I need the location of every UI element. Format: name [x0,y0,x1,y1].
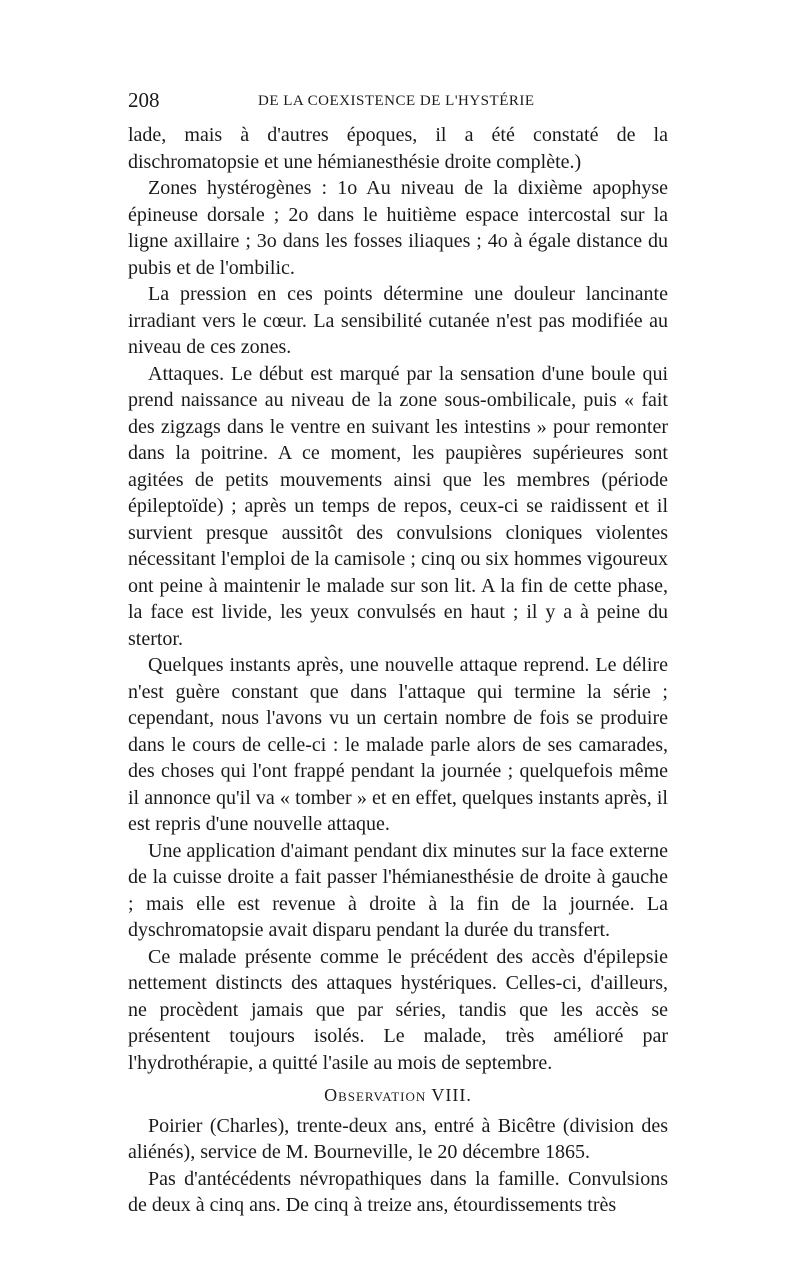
paragraph: lade, mais à d'autres époques, il a été constaté de la dischromatopsie et une hémianesthésie droite complète.) [128,124,668,173]
paragraph: Poirier (Charles), trente-deux ans, entré à Bicêtre (division des aliénés), service de M. Bourneville, le 20 décembre 1865. [128,1114,668,1163]
paragraph: La pression en ces points détermine une douleur lancinante irradiant vers le cœur. La sensibilité cutanée n'est pas modifiée au niveau de ces zones. [128,283,668,358]
paragraph: Une application d'aimant pendant dix minutes sur la face externe de la cuisse droite a fait passer l'hémianesthésie de droite à gauche ; mais elle est revenue à droite à la fin de la journée. La dyschromatopsie avait disparu pendant la durée du transfert. [128,839,668,941]
book-page [128,88,668,1219]
paragraph: Attaques. Le début est marqué par la sensation d'une boule qui prend naissance au niveau de la zone sous-ombilicale, puis « fait des zigzags dans le ventre en suivant les intestins » pour remonter dans la poitrine. A ce moment, les paupières supérieures sont agitées de petits mouvements ainsi que les membres (période épileptoïde) ; après un temps de repos, ceux-ci se raidissent et il survient presque aussitôt des convulsions cloniques violentes nécessitant l'emploi de la camisole ; cinq ou six hommes vigoureux ont peine à maintenir le malade sur son lit. A la fin de cette phase, la face est livide, les yeux convulsés en haut ; il y a à peine du stertor. [128,362,668,650]
paragraph: Ce malade présente comme le précédent des accès d'épilepsie nettement distincts des attaques hystériques. Celles-ci, d'ailleurs, ne procèdent jamais que par séries, tandis que les accès se présentent toujours isolés. Le malade, très amélioré par l'hydrothérapie, a quitté l'asile au mois de septembre. [128,945,668,1074]
observation-heading: Observation VIII. [324,1085,472,1105]
paragraph: Pas d'antécédents névropathiques dans la famille. Convulsions de deux à cinq ans. De cinq à treize ans, étourdissements très [128,1167,668,1216]
paragraph: Zones hystérogènes : 1o Au niveau de la dixième apophyse épineuse dorsale ; 2o dans le huitième espace intercostal sur la ligne axillaire ; 3o dans les fosses iliaques ; 4o à égale distance du pubis et de l'ombilic. [128,177,668,279]
page-number: 208 [128,88,160,112]
running-title: DE LA COEXISTENCE DE L'HYSTÉRIE [258,93,535,109]
body-text [128,122,668,1219]
paragraph: Quelques instants après, une nouvelle attaque reprend. Le délire n'est guère constant que dans l'attaque qui termine la série ; cependant, nous l'avons vu un certain nombre de fois se produire dans le cours de celle-ci : le malade parle alors de ses camarades, des choses qui l'ont frappé pendant la journée ; quelquefois même il annonce qu'il va « tomber » et en effet, quelques instants après, il est repris d'une nouvelle attaque. [128,654,668,835]
page-header [128,88,668,122]
